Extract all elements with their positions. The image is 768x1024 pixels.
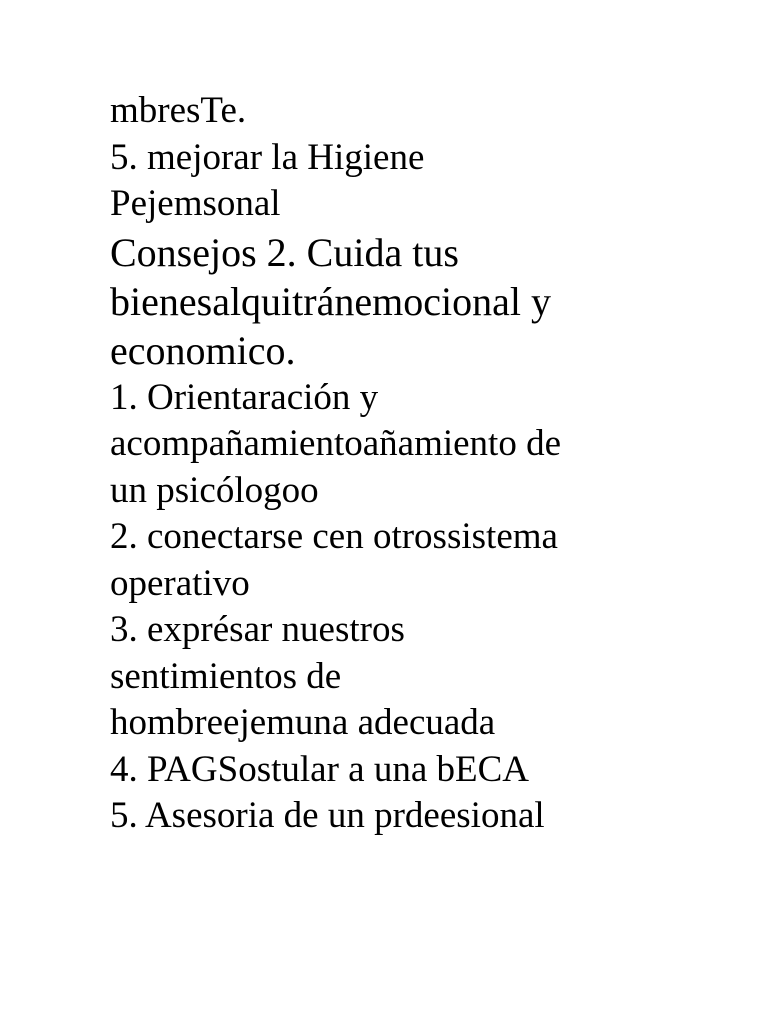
text-line: 5. mejorar la Higiene <box>110 136 425 178</box>
list-item-line: 1. Orientaración y <box>110 376 379 418</box>
section-heading-line: Consejos 2. Cuida tus <box>110 229 459 275</box>
section-heading-line: economico. <box>110 327 296 373</box>
list-item-line: 4. PAGSostular a una bECA <box>110 748 529 790</box>
list-item-line: 2. conectarse cen otrossistema <box>110 516 558 557</box>
document-page <box>110 88 750 840</box>
list-item-line: sentimientos de <box>110 655 342 697</box>
list-item-line: un psicólogoo <box>110 469 319 511</box>
list-item-line: acompañamientoañamiento de <box>110 423 562 464</box>
list-item-line: 5. Asesoria de un prdeesional <box>110 795 545 836</box>
list-item-line: operativo <box>110 562 250 604</box>
section-heading-line: bienesalquitránemocional y <box>110 278 551 324</box>
text-line: mbresTe. <box>110 90 247 131</box>
list-item-line: 3. exprésar nuestros <box>110 609 405 650</box>
text-line: Pejemsonal <box>110 183 281 224</box>
list-item-line: hombreejemuna adecuada <box>110 702 496 743</box>
